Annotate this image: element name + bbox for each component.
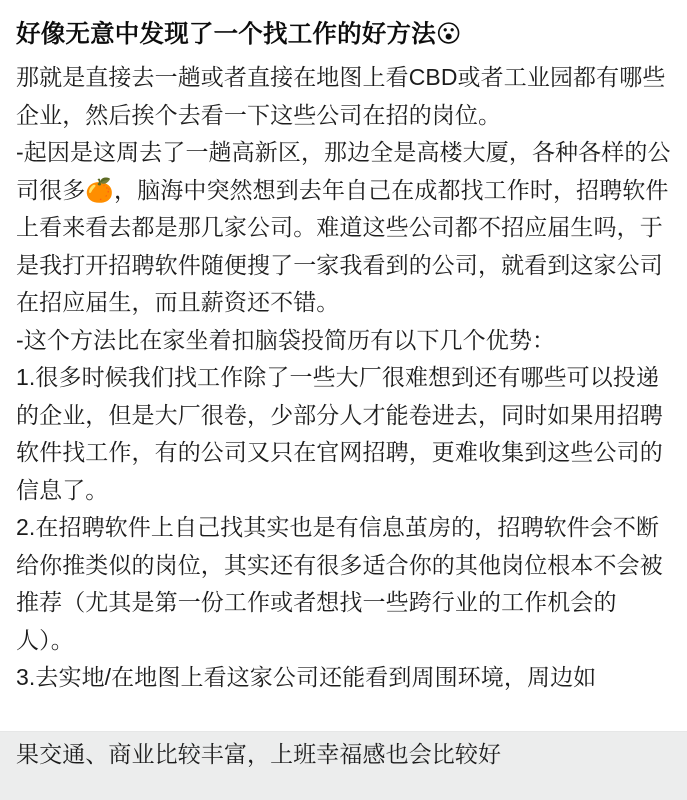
post-paragraph-continuation: 果交通、商业比较丰富，上班幸福感也会比较好 xyxy=(16,741,502,767)
post-paragraph-4: 1.很多时候我们找工作除了一些大厂很难想到还有哪些可以投递的企业，但是大厂很卷，少部分人才能卷进去，同时如果用招聘软件找工作，有的公司又只在官网招聘，更难收集到这些公司的信息了。 xyxy=(16,364,663,503)
post-paragraph-6: 3.去实地/在地图上看这家公司还能看到周围环境，周边如 xyxy=(16,664,597,691)
page-title xyxy=(16,18,671,51)
post-paragraph-3: -这个方法比在家坐着扣脑袋投简历有以下几个优势： xyxy=(16,326,556,353)
post-paragraph-5: 2.在招聘软件上自己找其实也是有信息茧房的，招聘软件会不断给你推类似的岗位，其实还有很多适合你的其他岗位根本不会被推荐（尤其是第一份工作或者想找一些跨行业的工作机会的人）。 xyxy=(16,514,663,653)
post-paragraph-1: 那就是直接去一趟或者直接在地图上看CBD或者工业园都有哪些企业，然后挨个去看一下这些公司在招的岗位。 xyxy=(16,64,666,128)
post-title-text: 好像无意中发现了一个找工作的好方法 xyxy=(16,21,436,48)
post-paragraph-2: -起因是这周去了一趟高新区，那边全是高楼大厦，各种各样的公司很多🍊，脑海中突然想到去年自己在成都找工作时，招聘软件上看来看去都是那几家公司。难道这些公司都不招应届生吗，于是我打开招聘软件随便搜了一家我看到的公司，就看到这家公司在招应届生，而且薪资还不错。 xyxy=(16,139,671,316)
bottom-overlay-bar xyxy=(0,732,687,800)
face-with-open-mouth-emoji: 😮 xyxy=(435,19,462,48)
